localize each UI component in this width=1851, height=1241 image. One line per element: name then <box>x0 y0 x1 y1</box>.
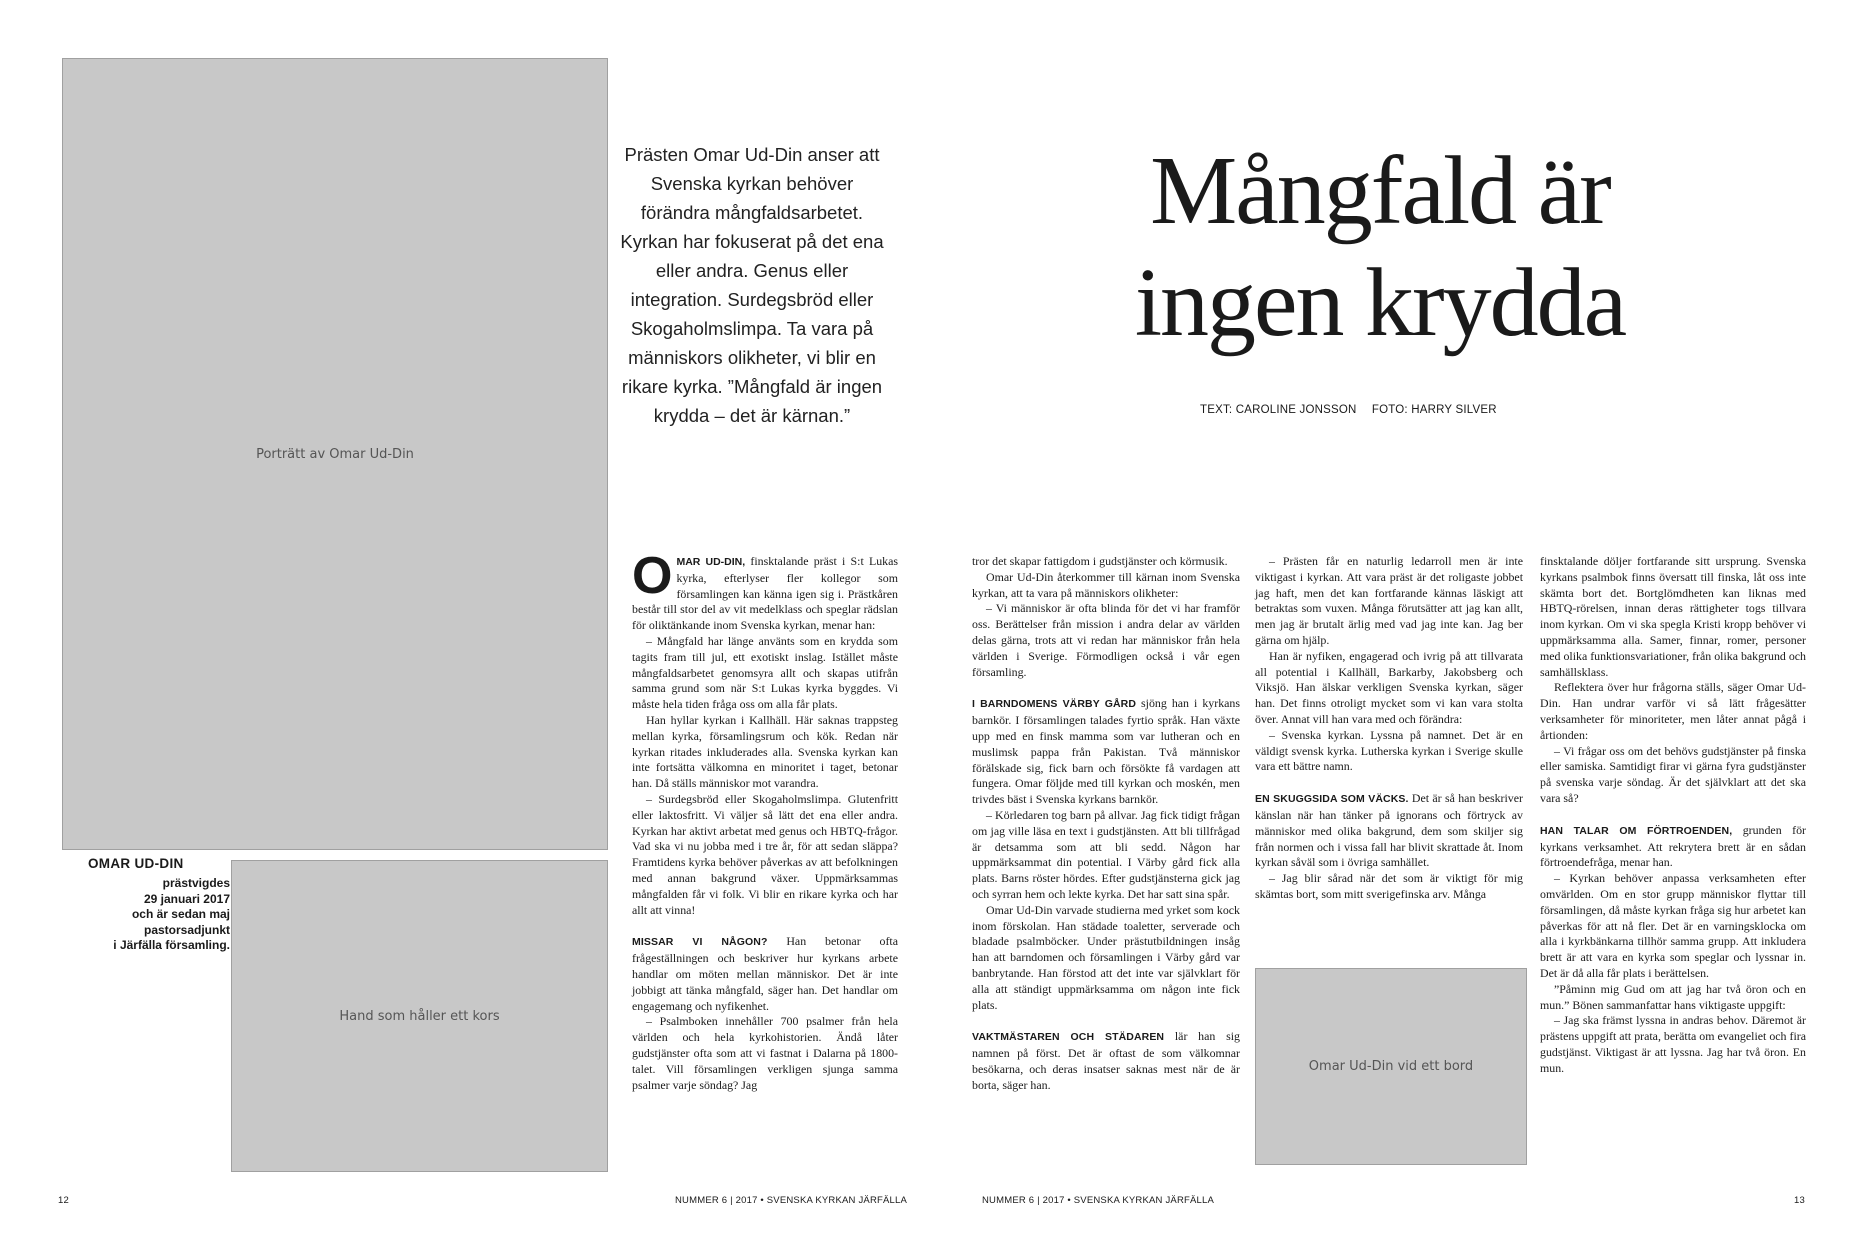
article-column-4 <box>1540 554 1806 1077</box>
article-headline <box>1100 135 1660 359</box>
article-column-2 <box>972 554 1240 1094</box>
section-lead: HAN TALAR OM FÖRTROENDEN, <box>1540 824 1733 837</box>
paragraph: Han hyllar kyrkan i Kallhäll. Här saknas trappsteg mellan kyrka, församlingsrum och kök. Redan när kyrkan ritades inkluderades alla. Svenska kyrkan kan inte fortsätta välkomna en minoritet i taget, betonar han. Då ställs människor mot varandra. <box>632 712 898 791</box>
inline-photo <box>1255 968 1527 1165</box>
paragraph: Omar Ud-Din återkommer till kärnan inom Svenska kyrkan, att ta vara på människors olikheter: <box>972 569 1240 600</box>
publication-footer-left: NUMMER 6 | 2017 • SVENSKA KYRKAN JÄRFÄLLA <box>675 1195 908 1206</box>
paragraph: – Mångfald har länge använts som en krydda som tagits fram till jul, ett exotiskt inslag. Istället måste mångfaldsarbetet genomsyra allt och skapas utifrån samma grund som när S:t Lukas kyrka byggdes. Vi måste hela tiden fråga oss om alla får plats. <box>632 633 898 712</box>
paragraph: – Prästen får en naturlig ledarroll men är inte viktigast i kyrkan. Att vara präst är det roligaste jobbet jag haft, men det kan fortfarande kännas läskigt att betraktas som vuxen. Många förutsätter att jag kan allt, men jag är brutalt ärlig med vad jag inte kan. Jag ber gärna om hjälp. <box>1255 554 1523 647</box>
paragraph: – Surdegsbröd eller Skogaholmslimpa. Glutenfritt eller laktosfritt. Vi väljer så lätt det ena eller andra. Kyrkan har aktivt arbetat med genus och HBTQ-frågor. Vad ska vi nu jobba med i tre år, för att sedan släppa? Framtidens kyrka behöver påverkas av att befolkningen med annan bakgrund växer. Uppmärksammas mångfalden får vi folk. Vi blir en rikare kyrka och har allt att vinna! <box>632 791 898 917</box>
page-number-left: 12 <box>58 1195 69 1206</box>
lead-in: MAR UD-DIN, <box>676 556 746 568</box>
paragraph: finsktalande döljer fortfarande sitt ursprung. Svenska kyrkans psalmbok finns översatt till finska, låt oss inte skämta bort det. Bortglömdheten kan liknas med HBTQ-rörelsen, innan deras rättigheter togs tillvara inom kyrkan. Om vi ska spegla Kristi kropp behöver vi uppmärksamma alla. Samer, finnar, romer, personer med olika funktionsvariationer, från olika bakgrund och samhällsklass. <box>1540 554 1806 679</box>
article-column-1 <box>632 547 899 1093</box>
photo-caption-text <box>88 876 230 954</box>
byline-photo: FOTO: HARRY SILVER <box>1371 404 1497 416</box>
main-portrait-photo <box>62 58 608 850</box>
headline-line-2: ingen krydda <box>1134 249 1626 357</box>
paragraph: tror det skapar fattigdom i gudstjänster och körmusik. <box>972 554 1228 568</box>
paragraph: Reflektera över hur frågorna ställs, säger Omar Ud-Din. Han undrar varför vi så lätt frågesätter verksamheter för minoriteter, men låter annat pågå i årtionden: <box>1540 680 1806 742</box>
paragraph-text: Det är så han beskriver känslan när han tänker på ignorans och förtryck av människor med olika bakgrund, dem som skiljer sig från normen och i vissa fall har blivit skrattade åt. Inom kyrkan såväl som i övriga samhället. <box>1255 791 1523 870</box>
headline-line-1: Mångfald är <box>1150 137 1610 245</box>
byline-text: TEXT: CAROLINE JONSSON <box>1200 404 1357 416</box>
page-number-right: 13 <box>1794 1195 1805 1206</box>
paragraph <box>1255 791 1523 871</box>
article-lede: Prästen Omar Ud-Din anser att Svenska kyrkan behöver förändra mångfaldsarbetet. Kyrkan har fokuserat på det ena eller andra. Genus eller integration. Surdegsbröd eller Skogaholmslimpa. Ta vara på människors olikheter, vi blir en rikare kyrka. ”Mångfald är ingen krydda – det är kärnan.” <box>620 144 884 426</box>
caption-line: i Järfälla församling. <box>113 938 230 952</box>
photo-caption-name: OMAR UD-DIN <box>88 856 184 871</box>
paragraph-text: Han betonar ofta frågeställningen och beskriver hur kyrkans arbete handlar om möten mellan människor. Det är inte jobbigt att tänka mångfald, säger han. Det handlar om engagemang och nyfikenhet. <box>632 934 898 1013</box>
caption-line: och är sedan maj <box>131 907 230 921</box>
main-portrait-photo: Porträtt av Omar Ud-Din <box>62 58 608 850</box>
paragraph: – Jag blir sårad när det som är viktigt för mig skämtas bort, som mitt sverigefinska arv. Många <box>1255 871 1523 901</box>
paragraph <box>972 696 1240 808</box>
caption-line: 29 januari 2017 <box>143 891 230 906</box>
paragraph-text: lär han sig namnen på först. Det är oftast de som välkomnar besökarna, och deras insatser saknas mest när de är borta, säger han. <box>972 1029 1240 1092</box>
cross-detail-photo <box>231 860 608 1172</box>
section-lead: I BARNDOMENS VÄRBY GÅRD <box>972 698 1137 711</box>
section-lead: EN SKUGGSIDA SOM VÄCKS. <box>1255 793 1409 806</box>
paragraph: – Svenska kyrkan. Lyssna på namnet. Det är en väldigt svensk kyrka. Lutherska kyrkan i Sverige skulle vara ett bättre namn. <box>1255 727 1523 774</box>
paragraph <box>632 934 898 1014</box>
paragraph: Han är nyfiken, engagerad och ivrig på att tillvarata all potential i Kallhäll, Barkarby, Jakobsberg och Viksjö. Han älskar verkligen Svenska kyrkan, säger han. Det finns otroligt mycket som vi kan vara stolta över. Annat vill han vara med och förändra: <box>1255 648 1523 726</box>
paragraph <box>632 547 899 634</box>
caption-line: prästvigdes <box>162 876 230 890</box>
caption-line: pastorsadjunkt <box>143 922 230 937</box>
paragraph-text: finsktalande präst i S:t Lukas kyrka, efterlyser fler kollegor som församlingen kan känna igen sig i. Prästkåren består till stor del av vit medelklass och speglar rädslan för oliktänkande inom Svenska kyrkan, menar han: <box>632 554 899 633</box>
cross-detail-photo: Hand som håller ett kors <box>231 860 608 1172</box>
paragraph: ”Påminn mig Gud om att jag har två öron och en mun.” Bönen sammanfattar hans viktigaste uppgift: <box>1540 981 1806 1012</box>
paragraph: – Kyrkan behöver anpassa verksamheten efter omvärlden. Om en stor grupp människor flyttar till församlingen, då måste kyrkan fråga sig hur arbetet kan påverkas för att nå fler. Det är en varningsklocka om alla i kyrkbänkarna tillhör samma grupp. Att inkludera brett är att vara en kyrka som speglar och lyssnar in. Det är då alla får plats i berättelsen. <box>1540 871 1806 980</box>
article-byline <box>1200 404 1509 416</box>
paragraph: – Körledaren tog barn på allvar. Jag fick tidigt frågan om jag ville läsa en text i gudstjänsten. Att bli tillfrågad är detsamma som att bli sedd. Någon har uppmärksammat din potential. I Värby gård fick alla plats. Barns röster hördes. Efter gudstjänsterna gick jag och syrran hem och lekte kyrka. Det har satt sina spår. <box>972 807 1240 901</box>
paragraph: – Psalmboken innehåller 700 psalmer från hela världen och hela kyrkohistorien. Ändå låter gudstjänster ofta som att vi fastnat i Dalarna på 1800-talet. Vill församlingen verkligen sjunga samma psalmer varje söndag? Jag <box>632 1014 898 1092</box>
drop-cap: O <box>632 547 673 605</box>
section-lead: VAKTMÄSTAREN OCH STÄDAREN <box>972 1031 1165 1044</box>
paragraph: – Jag ska främst lyssna in andras behov. Däremot är prästens uppgift att prata, berätta om evangeliet och fira gudstjänst. Viktigast är att lyssna. Jag har två öron. En mun. <box>1540 1013 1806 1075</box>
paragraph-text: grunden för kyrkans verksamhet. Att rekrytera brett är en sådan förtroendefråga, menar han. <box>1540 822 1806 870</box>
article-column-3 <box>1255 554 1523 903</box>
paragraph: – Vi människor är ofta blinda för det vi har framför oss. Berättelser från mission i andra delar av världen delas gärna, trots att vi redan har människor från hela världen i Sverige. Förmodligen också i vår egen församling. <box>972 601 1240 679</box>
publication-footer-right: NUMMER 6 | 2017 • SVENSKA KYRKAN JÄRFÄLLA <box>982 1195 1215 1206</box>
paragraph: Omar Ud-Din varvade studierna med yrket som kock inom förskolan. Han städade toaletter, serverade och bladade psalmböcker. Under prästutbildningen insåg han att barndomen och församlingen i Värby gård var banbrytande. Han förstod att det inte var självklart för alla att ständigt uppmärksamma om någon inte fick plats. <box>972 902 1240 1012</box>
paragraph <box>972 1029 1240 1093</box>
paragraph: – Vi frågar oss om det behövs gudstjänster på finska eller samiska. Samtidigt firar vi gärna fyra gudstjänster på svenska varje söndag. Är det självklart att det ska vara så? <box>1540 743 1806 805</box>
inline-photo: Omar Ud-Din vid ett bord <box>1255 968 1527 1165</box>
paragraph-text: sjöng han i kyrkans barnkör. I församlingen talades fyrtio språk. Han växte upp med en finsk mamma som var lutheran och en muslimsk pappa från Pakistan. Två människor förälskade sig, fick barn och försökte få vardagen att fungera. Omar följde med till kyrkan och moskén, men trivdes bäst i Svenska kyrkans barnkör. <box>972 696 1240 807</box>
paragraph <box>1540 823 1806 871</box>
section-lead: MISSAR VI NÅGON? <box>632 936 768 949</box>
